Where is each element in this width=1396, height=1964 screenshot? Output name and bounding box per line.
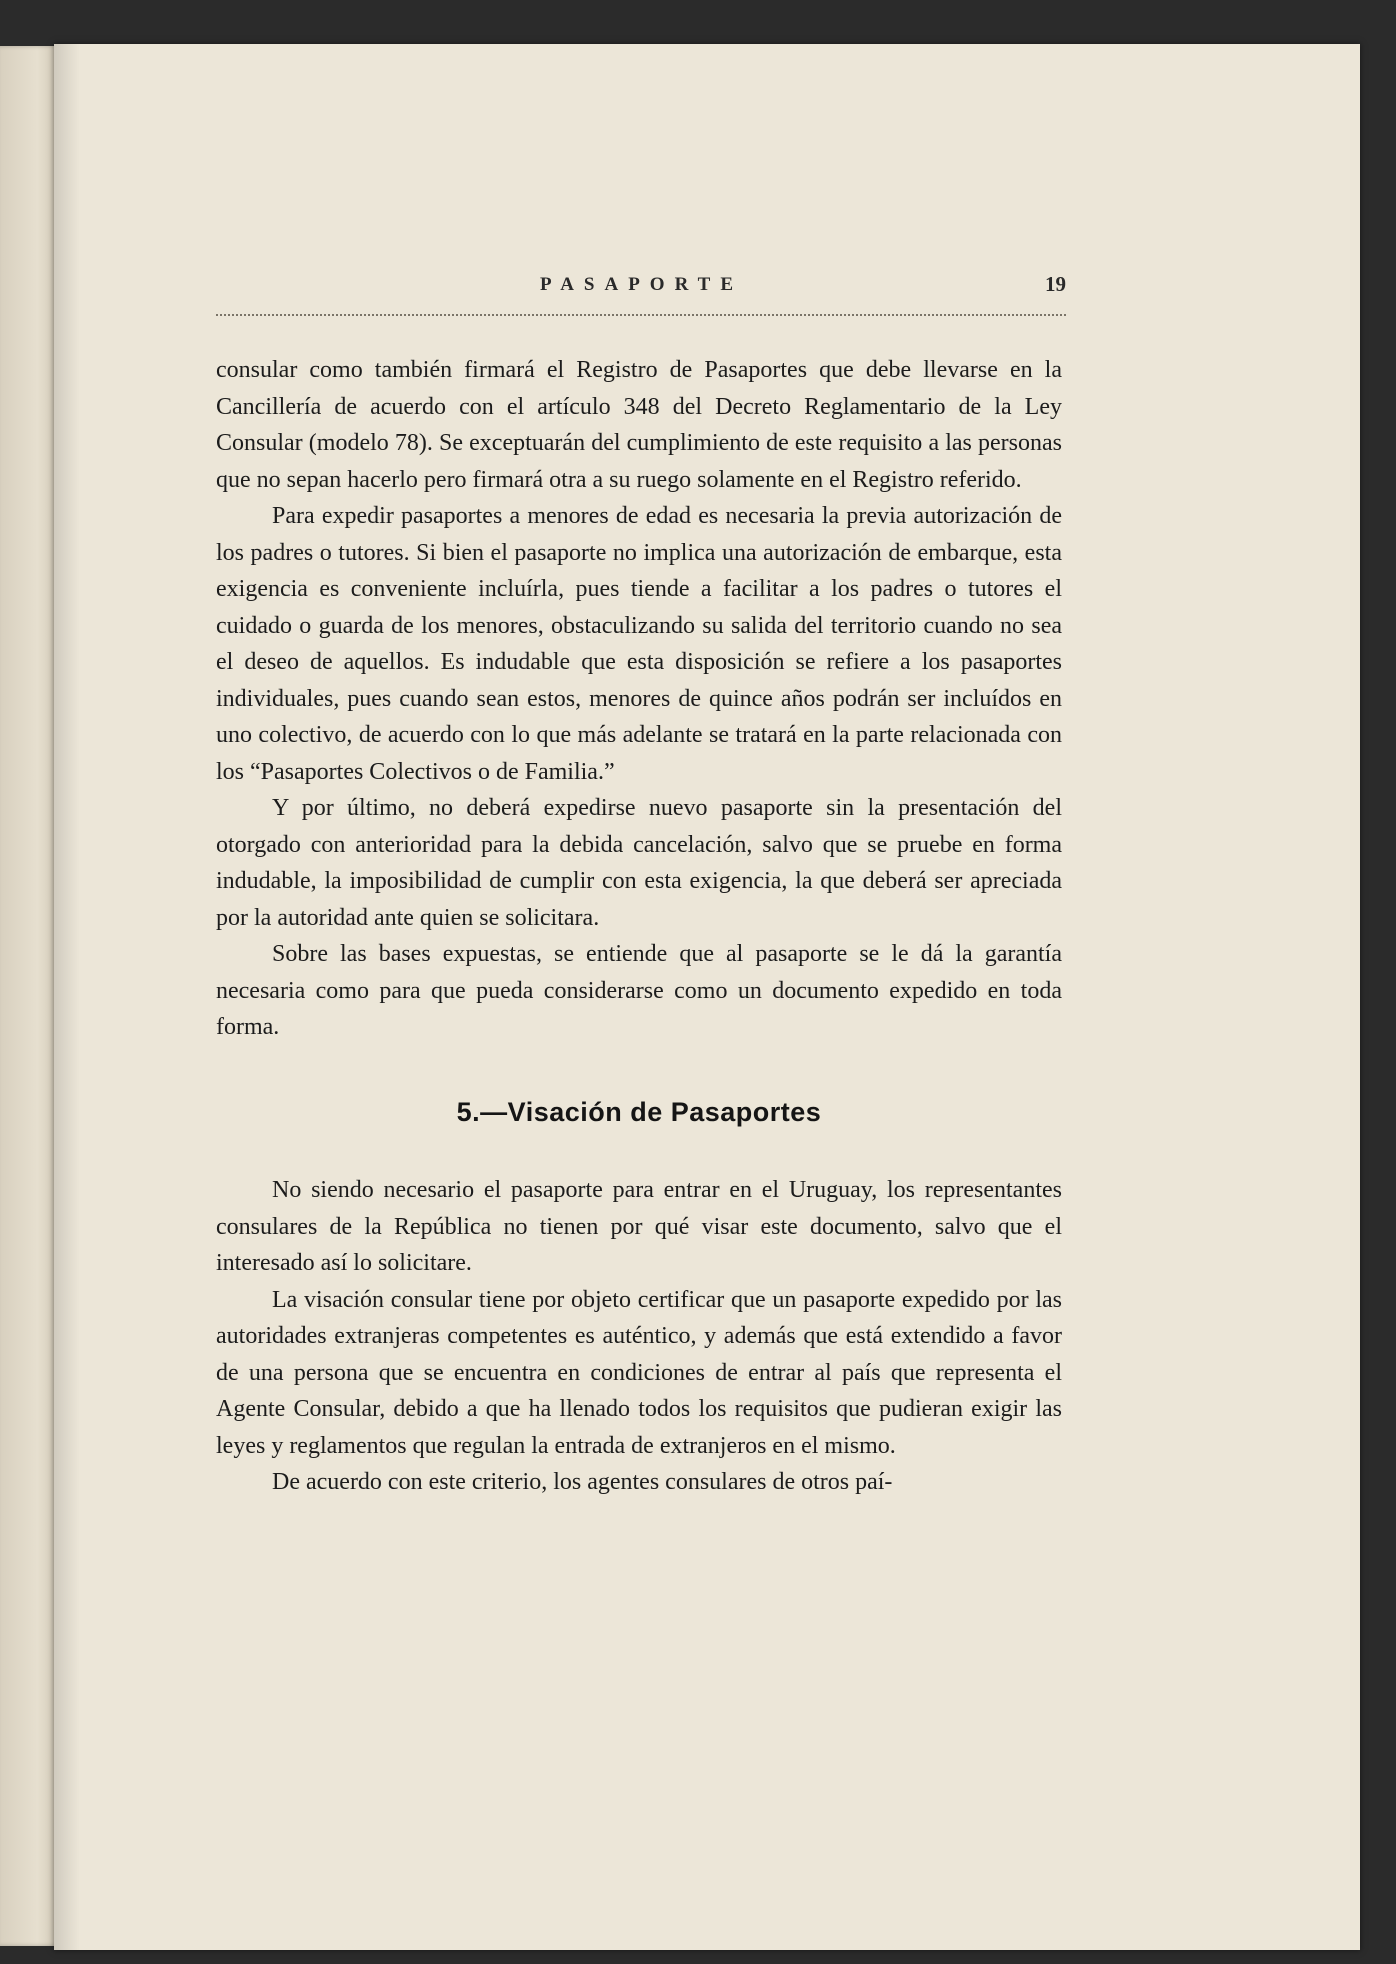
book-gutter (0, 46, 62, 1946)
header-dotted-rule (216, 314, 1066, 316)
paragraph: No siendo necesario el pasaporte para entrar en el Uruguay, los representantes consulares de la República no tienen por qué visar este documento, salvo que el interesado así lo solicitare. (216, 1177, 1062, 1276)
body-text (216, 352, 1062, 1501)
page-number: 19 (1045, 272, 1066, 296)
running-title: PASAPORTE (540, 274, 743, 295)
paragraph: La visación consular tiene por objeto certificar que un pasaporte expedido por las autoridades extranjeras competentes es auténtico, y además que está extendido a favor de una persona que se encuentra en condiciones de entrar al país que representa el Agente Consular, debido a que ha llenado todos los requisitos que pudieran exigir las leyes y reglamentos que regulan la entrada de extranjeros en el mismo. (216, 1286, 1062, 1459)
section-heading: 5.—Visación de Pasaportes (456, 1096, 822, 1127)
paragraph: De acuerdo con este criterio, los agentes consulares de otros paí- (272, 1469, 893, 1495)
running-head (216, 270, 1066, 310)
paragraph: consular como también firmará el Registro de Pasaportes que debe llevarse en la Cancillería de acuerdo con el artículo 348 del Decreto Reglamentario de la Ley Consular (modelo 78). Se exceptuarán del cumplimiento de este requisito a las personas que no sepan hacerlo pero firmará otra a su ruego solamente en el Registro referido. (216, 357, 1062, 493)
paragraph: Para expedir pasaportes a menores de edad es necesaria la previa autorización de los padres o tutores. Si bien el pasaporte no implica una autorización de embarque, esta exigencia es conveniente incluírla, pues tiende a facilitar a los padres o tutores el cuidado o guarda de los menores, obstaculizando su salida del territorio cuando no sea el deseo de aquellos. Es indudable que esta disposición se refiere a los pasaportes individuales, pues cuando sean estos, menores de quince años podrán ser incluídos en uno colectivo, de acuerdo con lo que más adelante se tratará en la parte relacionada con los “Pasaportes Colectivos o de Familia.” (216, 503, 1062, 785)
paragraph: Sobre las bases expuestas, se entiende que al pasaporte se le dá la garantía necesaria como para que pueda considerarse como un documento expedido en toda forma. (216, 941, 1062, 1040)
paragraph: Y por último, no deberá expedirse nuevo pasaporte sin la presentación del otorgado con anterioridad para la debida cancelación, salvo que se pruebe en forma indudable, la imposibilidad de cumplir con esta exigencia, la que deberá ser apreciada por la autoridad ante quien se solicitara. (216, 795, 1062, 931)
